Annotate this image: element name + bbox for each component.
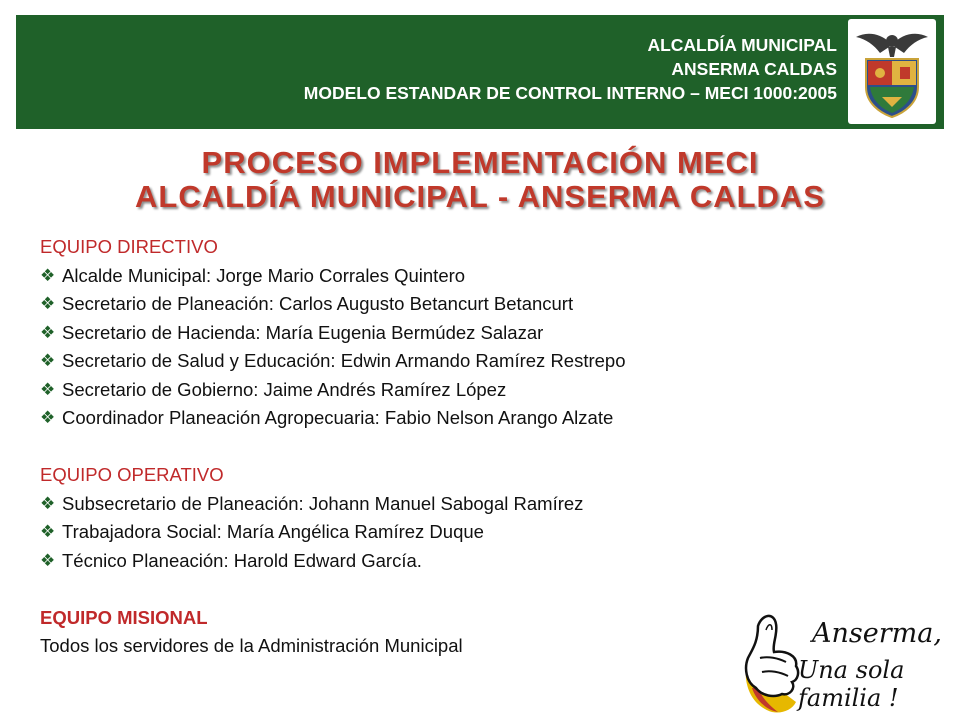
diamond-bullet-icon: ❖ xyxy=(40,265,56,285)
slogan-line1: Anserma, xyxy=(812,618,942,649)
directivo-heading: EQUIPO DIRECTIVO xyxy=(40,236,218,257)
list-item xyxy=(40,290,860,319)
operativo-heading: EQUIPO OPERATIVO xyxy=(40,464,224,485)
diamond-bullet-icon: ❖ xyxy=(40,522,56,541)
spacer xyxy=(40,575,860,604)
diamond-bullet-icon: ❖ xyxy=(40,322,56,342)
list-item-text: Secretario de Gobierno: Jaime Andrés Ramírez López xyxy=(62,378,507,400)
list-item-text: Trabajadora Social: María Angélica Ramírez Duque xyxy=(62,521,484,542)
title-line2: ALCALDÍA MUNICIPAL - ANSERMA CALDAS xyxy=(135,179,825,214)
crest-frame xyxy=(848,19,936,124)
header-banner xyxy=(16,15,944,129)
crest-icon xyxy=(852,23,932,120)
page-title xyxy=(0,146,960,214)
header-line2: ANSERMA CALDAS xyxy=(671,59,837,79)
slogan-line2: Una sola familia ! xyxy=(798,656,905,712)
diamond-bullet-icon: ❖ xyxy=(40,379,56,399)
list-item xyxy=(40,490,860,519)
diamond-bullet-icon: ❖ xyxy=(40,294,56,313)
diamond-bullet-icon: ❖ xyxy=(40,408,56,427)
list-item-text: Secretario de Planeación: Carlos Augusto Betancurt Betancurt xyxy=(62,293,574,314)
list-item-text: Coordinador Planeación Agropecuaria: Fabio Nelson Arango Alzate xyxy=(62,407,614,428)
content-body xyxy=(40,233,860,661)
list-item-text: Alcalde Municipal: Jorge Mario Corrales Quintero xyxy=(62,264,466,286)
header-line1: ALCALDÍA MUNICIPAL xyxy=(647,35,837,55)
list-item-text: Secretario de Hacienda: María Eugenia Bermúdez Salazar xyxy=(62,321,544,343)
header-line3: MODELO ESTANDAR DE CONTROL INTERNO – MECI 1000:2005 xyxy=(303,83,837,103)
list-item xyxy=(40,518,860,547)
diamond-bullet-icon: ❖ xyxy=(40,550,56,570)
spacer xyxy=(40,433,860,462)
diamond-bullet-icon: ❖ xyxy=(40,493,56,513)
list-item-text: Secretario de Salud y Educación: Edwin Armando Ramírez Restrepo xyxy=(62,350,626,371)
diamond-bullet-icon: ❖ xyxy=(40,351,56,370)
title-line1: PROCESO IMPLEMENTACIÓN MECI xyxy=(201,145,759,180)
list-item-text: Técnico Planeación: Harold Edward García. xyxy=(62,549,422,571)
list-item xyxy=(40,404,860,433)
header-text xyxy=(304,33,837,105)
misional-text: Todos los servidores de la Administración Municipal xyxy=(40,635,463,656)
list-item xyxy=(40,547,860,576)
list-item xyxy=(40,376,860,405)
list-item xyxy=(40,347,860,376)
list-item xyxy=(40,262,860,291)
list-item-text: Subsecretario de Planeación: Johann Manuel Sabogal Ramírez xyxy=(62,492,584,514)
misional-heading: EQUIPO MISIONAL xyxy=(40,606,208,628)
list-item xyxy=(40,319,860,348)
